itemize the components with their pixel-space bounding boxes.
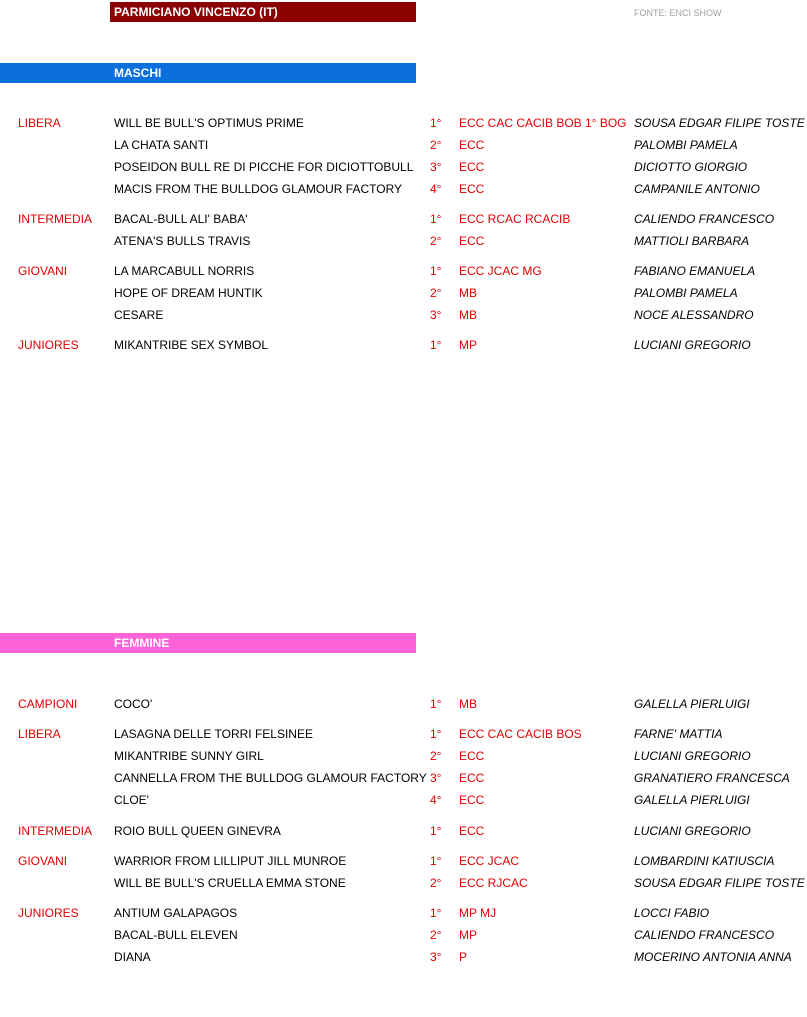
placement-cell: 2° (430, 928, 442, 942)
dog-name-cell: POSEIDON BULL RE DI PICCHE FOR DICIOTTOBULL (114, 160, 414, 174)
placement-cell: 3° (430, 160, 442, 174)
owner-cell: NOCE ALESSANDRO (634, 308, 754, 322)
male-section-header (0, 63, 416, 83)
male-section-title: MASCHI (114, 66, 162, 80)
placement-cell: 1° (430, 116, 442, 130)
placement-cell: 1° (430, 338, 442, 352)
qualification-cell: MP (459, 338, 477, 352)
qualification-cell: P (459, 950, 468, 964)
dog-name-cell: CLOE' (114, 793, 149, 807)
dog-name-cell: COCO' (114, 697, 153, 711)
qualification-cell: MP MJ (459, 906, 497, 920)
class-cell: CAMPIONI (18, 697, 78, 711)
qualification-cell: ECC (459, 793, 485, 807)
table-row (0, 873, 807, 893)
placement-cell: 1° (430, 212, 442, 226)
dog-name-cell: LA CHATA SANTI (114, 138, 209, 152)
dog-name-cell: MACIS FROM THE BULLDOG GLAMOUR FACTORY (114, 182, 403, 196)
dog-name-cell: ATENA'S BULLS TRAVIS (114, 234, 251, 248)
owner-cell: GALELLA PIERLUIGI (634, 793, 750, 807)
qualification-cell: MP (459, 928, 477, 942)
table-row (0, 209, 807, 229)
qualification-cell: ECC RJCAC (459, 876, 528, 890)
table-row (0, 694, 807, 714)
dog-name-cell: BACAL-BULL ELEVEN (114, 928, 238, 942)
owner-cell: SOUSA EDGAR FILIPE TOSTE (634, 876, 805, 890)
placement-cell: 3° (430, 771, 442, 785)
owner-cell: FARNE' MATTIA (634, 727, 723, 741)
owner-cell: LUCIANI GREGORIO (634, 338, 751, 352)
placement-cell: 1° (430, 854, 442, 868)
table-row (0, 947, 807, 967)
source-label: FONTE: ENCI SHOW (634, 8, 722, 18)
owner-cell: CALIENDO FRANCESCO (634, 928, 775, 942)
class-cell: GIOVANI (18, 264, 68, 278)
table-row (0, 768, 807, 788)
owner-cell: CALIENDO FRANCESCO (634, 212, 775, 226)
qualification-cell: ECC (459, 182, 485, 196)
qualification-cell: ECC (459, 749, 485, 763)
judge-name-bar: PARMICIANO VINCENZO (IT) (110, 2, 416, 22)
qualification-cell: ECC CAC CACIB BOS (459, 727, 582, 741)
placement-cell: 2° (430, 876, 442, 890)
table-row (0, 113, 807, 133)
dog-name-cell: MIKANTRIBE SUNNY GIRL (114, 749, 264, 763)
placement-cell: 4° (430, 182, 442, 196)
owner-cell: LUCIANI GREGORIO (634, 749, 751, 763)
owner-cell: DICIOTTO GIORGIO (634, 160, 748, 174)
class-cell: INTERMEDIA (18, 824, 93, 838)
class-cell: JUNIORES (18, 338, 79, 352)
owner-cell: MOCERINO ANTONIA ANNA (634, 950, 792, 964)
placement-cell: 1° (430, 906, 442, 920)
dog-name-cell: WARRIOR FROM LILLIPUT JILL MUNROE (114, 854, 347, 868)
qualification-cell: ECC JCAC (459, 854, 520, 868)
table-row (0, 231, 807, 251)
owner-cell: SOUSA EDGAR FILIPE TOSTE (634, 116, 805, 130)
class-cell: JUNIORES (18, 906, 79, 920)
owner-cell: PALOMBI PAMELA (634, 138, 738, 152)
female-section-header (0, 633, 416, 653)
table-row (0, 157, 807, 177)
owner-cell: MATTIOLI BARBARA (634, 234, 750, 248)
placement-cell: 1° (430, 264, 442, 278)
qualification-cell: ECC (459, 160, 485, 174)
dog-name-cell: CESARE (114, 308, 164, 322)
qualification-cell: ECC JCAC MG (459, 264, 542, 278)
dog-name-cell: DIANA (114, 950, 151, 964)
dog-name-cell: MIKANTRIBE SEX SYMBOL (114, 338, 269, 352)
table-row (0, 335, 807, 355)
dog-name-cell: HOPE OF DREAM HUNTIK (114, 286, 263, 300)
female-section-title: FEMMINE (114, 636, 170, 650)
qualification-cell: ECC CAC CACIB BOB 1° BOG (459, 116, 627, 130)
class-cell: GIOVANI (18, 854, 68, 868)
class-cell: INTERMEDIA (18, 212, 93, 226)
dog-name-cell: WILL BE BULL'S OPTIMUS PRIME (114, 116, 304, 130)
qualification-cell: MB (459, 697, 477, 711)
owner-cell: GRANATIERO FRANCESCA (634, 771, 790, 785)
dog-name-cell: CANNELLA FROM THE BULLDOG GLAMOUR FACTORY (114, 771, 427, 785)
placement-cell: 2° (430, 234, 442, 248)
dog-name-cell: ANTIUM GALAPAGOS (114, 906, 238, 920)
qualification-cell: ECC (459, 138, 485, 152)
dog-name-cell: BACAL-BULL ALI' BABA' (114, 212, 248, 226)
owner-cell: LOCCI FABIO (634, 906, 710, 920)
table-row (0, 179, 807, 199)
class-cell: LIBERA (18, 116, 61, 130)
qualification-cell: ECC (459, 771, 485, 785)
table-row (0, 903, 807, 923)
table-row (0, 261, 807, 281)
table-row (0, 821, 807, 841)
class-cell: LIBERA (18, 727, 61, 741)
owner-cell: CAMPANILE ANTONIO (634, 182, 760, 196)
placement-cell: 1° (430, 727, 442, 741)
qualification-cell: ECC (459, 824, 485, 838)
table-row (0, 851, 807, 871)
placement-cell: 2° (430, 286, 442, 300)
table-row (0, 135, 807, 155)
table-row (0, 724, 807, 744)
dog-name-cell: LASAGNA DELLE TORRI FELSINEE (114, 727, 313, 741)
dog-name-cell: WILL BE BULL'S CRUELLA EMMA STONE (114, 876, 346, 890)
owner-cell: PALOMBI PAMELA (634, 286, 738, 300)
placement-cell: 1° (430, 697, 442, 711)
placement-cell: 3° (430, 308, 442, 322)
owner-cell: LOMBARDINI KATIUSCIA (634, 854, 775, 868)
dog-name-cell: LA MARCABULL NORRIS (114, 264, 255, 278)
placement-cell: 4° (430, 793, 442, 807)
table-row (0, 925, 807, 945)
owner-cell: LUCIANI GREGORIO (634, 824, 751, 838)
table-row (0, 283, 807, 303)
placement-cell: 1° (430, 824, 442, 838)
placement-cell: 2° (430, 138, 442, 152)
owner-cell: FABIANO EMANUELA (634, 264, 756, 278)
qualification-cell: ECC RCAC RCACIB (459, 212, 571, 226)
table-row (0, 746, 807, 766)
qualification-cell: MB (459, 308, 477, 322)
table-row (0, 305, 807, 325)
placement-cell: 2° (430, 749, 442, 763)
qualification-cell: ECC (459, 234, 485, 248)
placement-cell: 3° (430, 950, 442, 964)
table-row (0, 790, 807, 810)
owner-cell: GALELLA PIERLUIGI (634, 697, 750, 711)
qualification-cell: MB (459, 286, 477, 300)
dog-name-cell: ROIO BULL QUEEN GINEVRA (114, 824, 281, 838)
